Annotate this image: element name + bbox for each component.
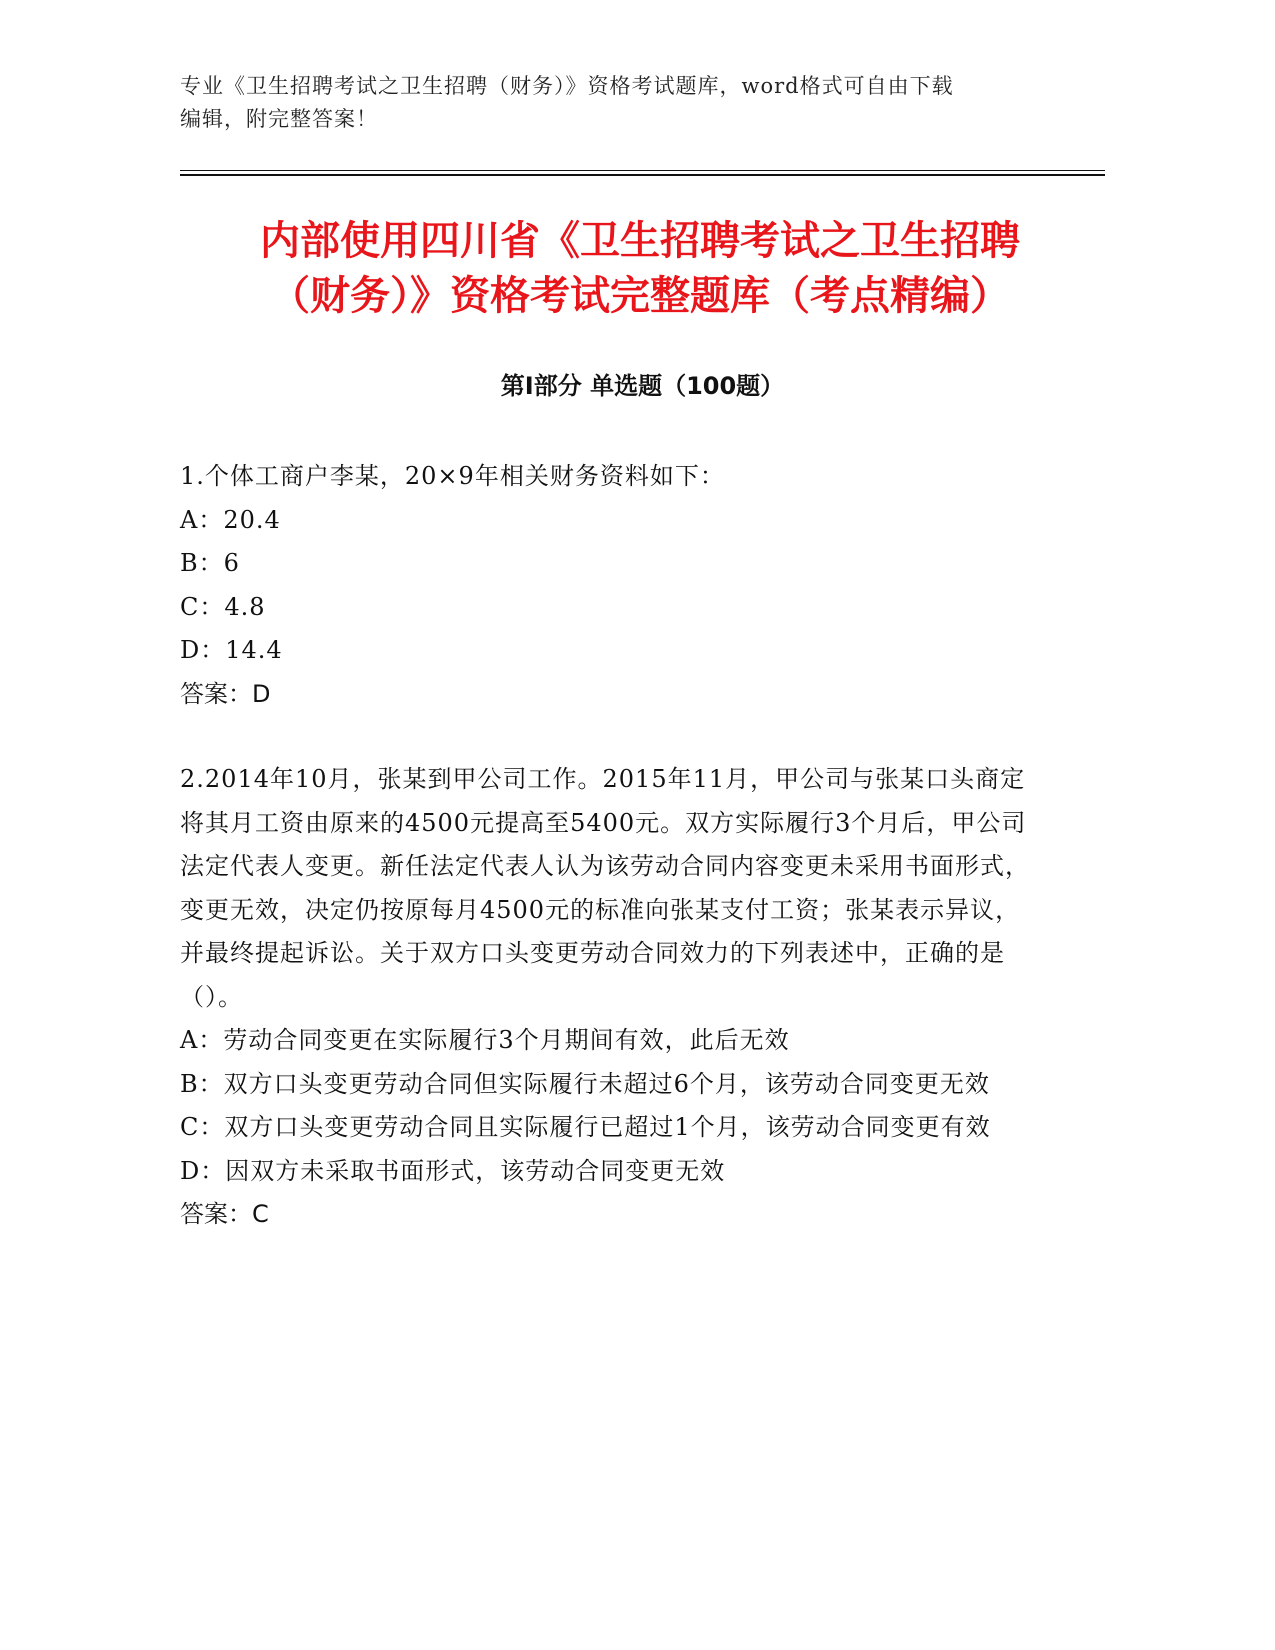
question-2 — [180, 758, 1040, 1237]
header-note-line2: 编辑，附完整答案！ — [180, 107, 378, 131]
header-divider-thin — [180, 170, 1105, 171]
header-note — [180, 70, 1040, 136]
document-title — [140, 214, 1140, 324]
document-title-line2: （财务）》资格考试完整题库（考点精编） — [270, 273, 1010, 319]
option-a: A：20.4 — [180, 505, 281, 534]
option-c: C：双方口头变更劳动合同且实际履行已超过1个月，该劳动合同变更有效 — [180, 1113, 991, 1141]
option-d: D：因双方未采取书面形式，该劳动合同变更无效 — [180, 1156, 726, 1185]
question-stem: 1.个体工商户李某，20×9年相关财务资料如下： — [180, 462, 725, 490]
answer: 答案：C — [180, 1200, 269, 1228]
header-divider-thick — [180, 174, 1105, 176]
option-b: B：双方口头变更劳动合同但实际履行未超过6个月，该劳动合同变更无效 — [180, 1069, 990, 1098]
option-c: C：4.8 — [180, 592, 266, 621]
question-1 — [180, 455, 1040, 716]
answer: 答案：D — [180, 679, 271, 708]
option-a: A：劳动合同变更在实际履行3个月期间有效，此后无效 — [180, 1026, 790, 1054]
section-heading: 第Ⅰ部分 单选题（100题） — [500, 372, 785, 400]
document-title-line1: 内部使用四川省《卫生招聘考试之卫生招聘 — [260, 218, 1020, 264]
option-d: D：14.4 — [180, 636, 283, 664]
question-stem: 2.2014年10月，张某到甲公司工作。2015年11月，甲公司与张某口头商定将其月工资由原来的4500元提高至5400元。双方实际履行3个月后，甲公司法定代表人变更。新任法定代表人认为该劳动合同内容变更未采用书面形式，变更无效，决定仍按原每月4500元的标准向张某支付工资；张某表示异议，并最终提起诉讼。关于双方口头变更劳动合同效力的下列表述中，正确的是（）。 — [180, 765, 1030, 1011]
option-b: B：6 — [180, 549, 240, 577]
header-note-line1: 专业《卫生招聘考试之卫生招聘（财务）》资格考试题库，word格式可自由下载 — [180, 74, 954, 98]
